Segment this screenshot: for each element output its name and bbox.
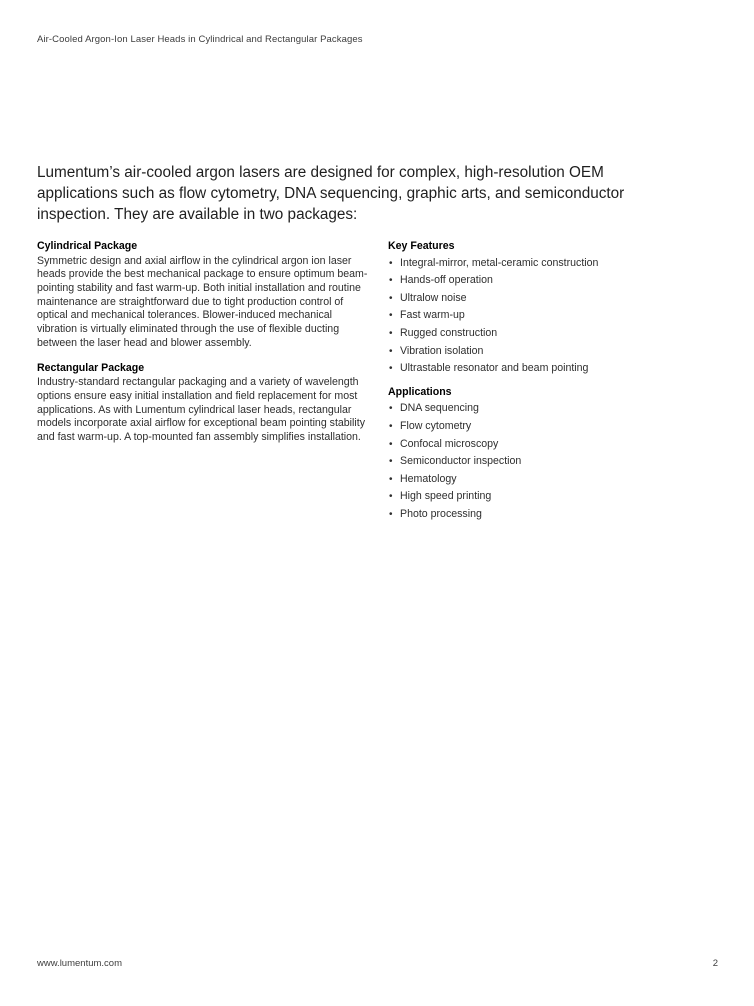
- section-body-cylindrical-package: Symmetric design and axial airflow in the cylindrical argon ion laser heads provide the best mechanical package to ensure optimum beam-pointing stability and fast warm-up. Both initial installation and routine maintenance are straightforward due to tight production control of optical and mechanical tolerances. Blower-induced mechanical vibration is virtually eliminated through the use of flexible ducting between the laser head and blower assembly.: [37, 254, 368, 349]
- section-body-rectangular-package: Industry-standard rectangular packaging and a variety of wavelength options ensure easy initial installation and field replacement for most applications. As with Lumentum cylindrical laser heads, rectangular models incorporate axial airflow for exceptional beam pointing stability and fast warm-up. A top-mounted fan assembly simplifies installation.: [37, 376, 365, 443]
- bullet-item: • Ultrastable resonator and beam pointing: [388, 362, 732, 376]
- left-column: [37, 240, 370, 456]
- page-number: 2: [712, 958, 718, 969]
- section-title-cylindrical-package: Cylindrical Package: [37, 240, 138, 252]
- bullet-item: • Photo processing: [388, 508, 732, 522]
- bullet-item: • Integral-mirror, metal-ceramic construction: [388, 257, 732, 271]
- bullet-item: • Rugged construction: [388, 327, 732, 341]
- footer-url: www.lumentum.com: [37, 958, 122, 969]
- running-header: Air-Cooled Argon-Ion Laser Heads in Cylindrical and Rectangular Packages: [37, 34, 363, 45]
- applications-list: [388, 402, 732, 521]
- key-features-list: [388, 257, 732, 376]
- section-title-rectangular-package: Rectangular Package: [37, 361, 145, 374]
- bullet-item: • Hands-off operation: [388, 274, 732, 288]
- page-footer: [37, 958, 718, 969]
- bullet-item: • Hematology: [388, 473, 732, 487]
- bullet-item: • Fast warm-up: [388, 309, 732, 323]
- bullet-item: • Flow cytometry: [388, 420, 732, 434]
- intro-paragraph: Lumentum’s air-cooled argon lasers are designed for complex, high-resolution OEM applications such as flow cytometry, DNA sequencing, graphic arts, and semiconductor inspection. They are available in two packages:: [37, 164, 625, 223]
- bullet-item: • Semiconductor inspection: [388, 455, 732, 469]
- right-column: [388, 240, 732, 532]
- content-columns: [37, 240, 732, 532]
- bullet-item: • Confocal microscopy: [388, 438, 732, 452]
- bullet-item: • Vibration isolation: [388, 345, 732, 359]
- section-title-applications: Applications: [388, 385, 452, 398]
- bullet-item: • Ultralow noise: [388, 292, 732, 306]
- section-title-key-features: Key Features: [388, 240, 455, 252]
- bullet-item: • High speed printing: [388, 490, 732, 504]
- bullet-item: • DNA sequencing: [388, 402, 732, 416]
